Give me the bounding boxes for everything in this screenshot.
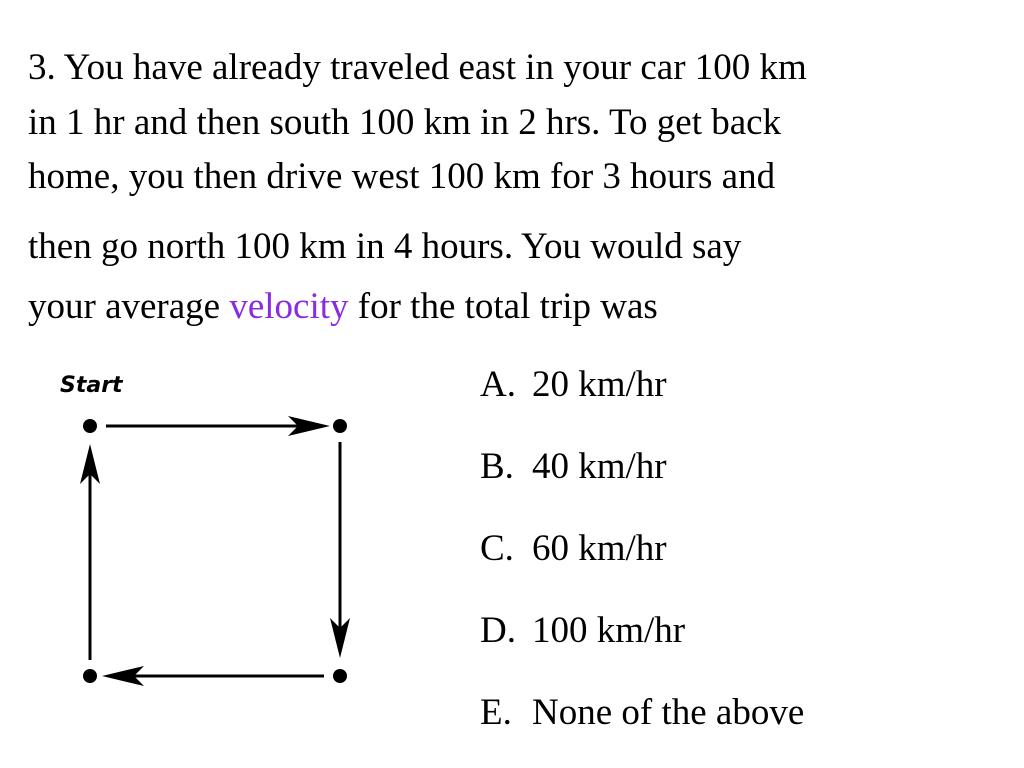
option-e-text: None of the above — [532, 692, 805, 733]
question-line-2: in 1 hr and then south 100 km in 2 hrs. To get back — [28, 102, 782, 143]
west-arrow — [102, 666, 324, 686]
question-line-4: then go north 100 km in 4 hours. You would say — [28, 226, 742, 267]
corner-dot-top-right — [333, 419, 347, 433]
question-line-3: home, you then drive west 100 km for 3 hours and — [28, 156, 776, 197]
path-diagram — [40, 360, 380, 700]
question-line-1: 3. You have already traveled east in your car 100 km — [28, 47, 807, 88]
option-c-letter: C. — [480, 528, 514, 569]
corner-dot-start — [83, 419, 97, 433]
option-c-text: 60 km/hr — [532, 528, 667, 569]
option-b[interactable] — [480, 445, 667, 489]
question-line-5 — [28, 285, 658, 329]
option-e-letter: E. — [480, 692, 512, 733]
north-arrow — [80, 444, 100, 660]
option-b-text: 40 km/hr — [532, 446, 667, 487]
highlight-word-velocity: velocity — [229, 286, 349, 327]
start-label: Start — [60, 373, 123, 398]
option-a-text: 20 km/hr — [532, 364, 667, 405]
option-a-letter: A. — [480, 364, 516, 405]
corner-dot-bottom-right — [333, 669, 347, 683]
option-d[interactable] — [480, 609, 685, 653]
question-line-5-after: for the total trip was — [348, 286, 658, 327]
question-line-5-before: your average — [28, 286, 230, 327]
east-arrow — [106, 416, 330, 436]
option-a[interactable] — [480, 363, 667, 407]
option-b-letter: B. — [480, 446, 514, 487]
corner-dot-bottom-left — [83, 669, 97, 683]
option-e[interactable] — [480, 691, 804, 735]
option-c[interactable] — [480, 527, 667, 571]
option-d-text: 100 km/hr — [532, 610, 686, 651]
option-d-letter: D. — [480, 610, 516, 651]
south-arrow — [330, 442, 350, 658]
